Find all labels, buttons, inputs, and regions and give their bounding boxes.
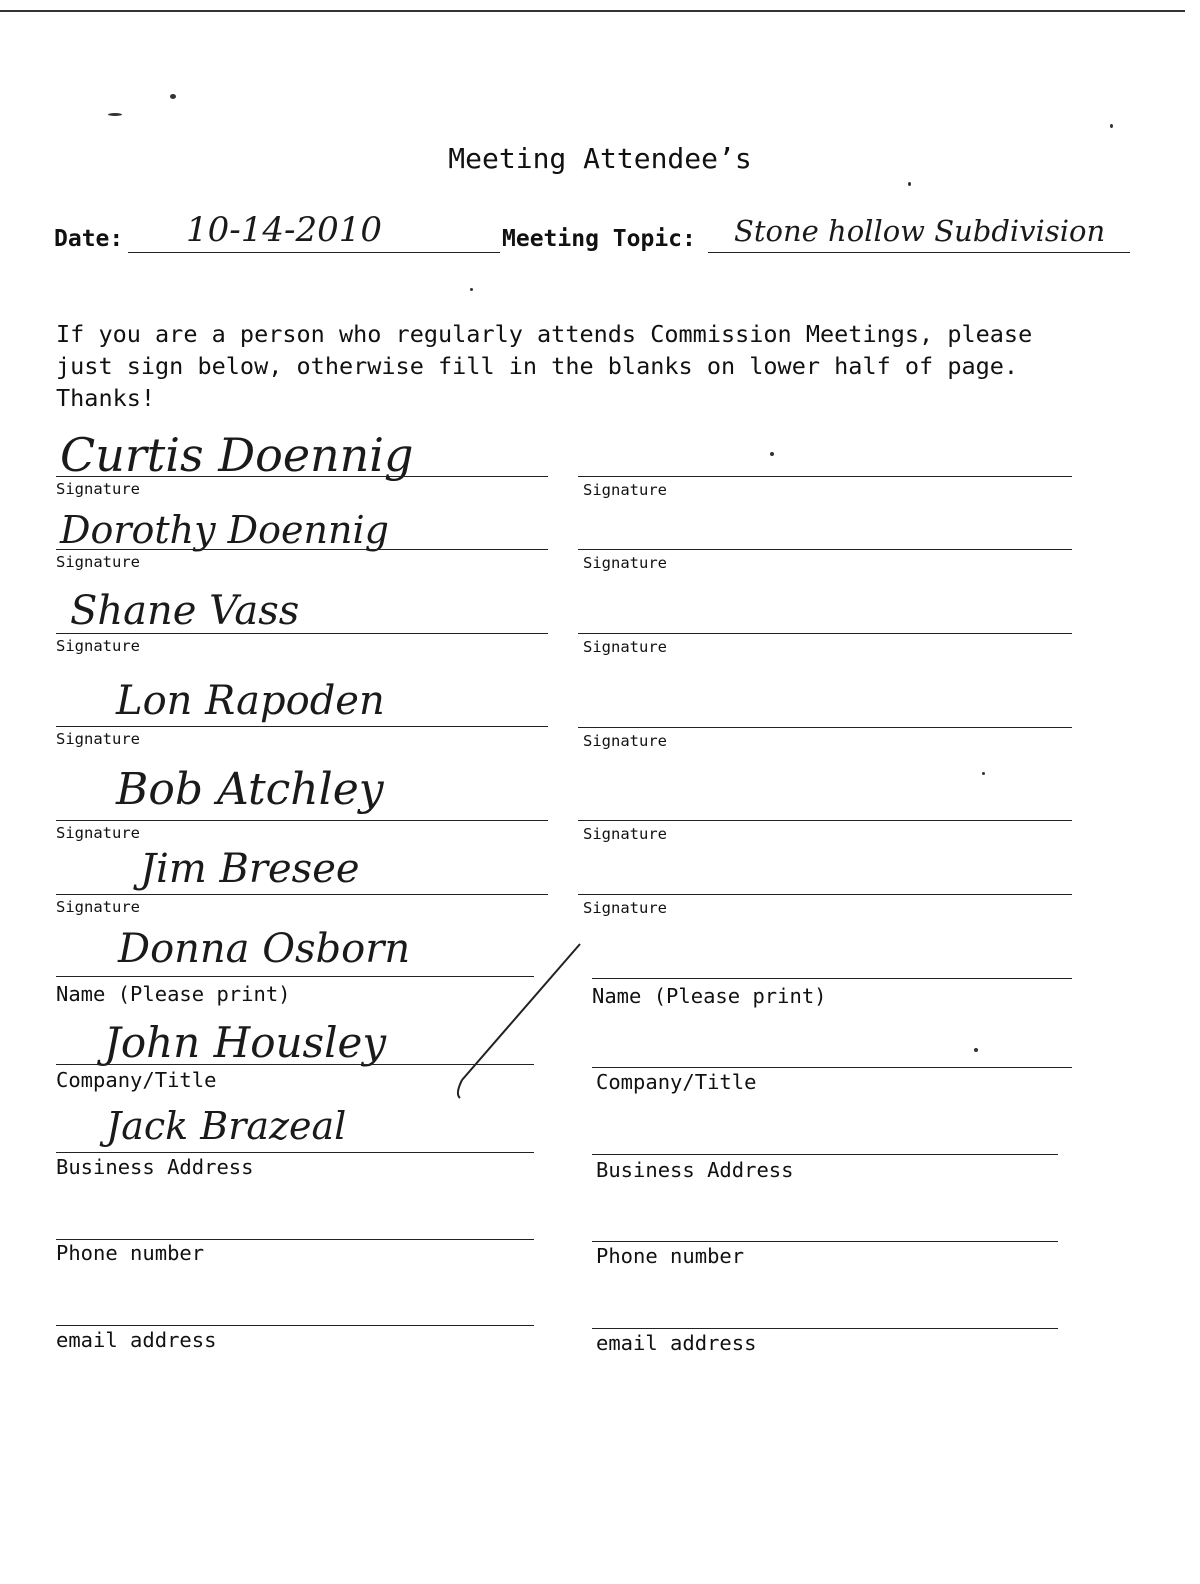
- company-caption: Company/Title: [596, 1070, 757, 1094]
- date-label: Date:: [54, 226, 124, 252]
- name-caption: Name (Please print): [592, 984, 827, 1008]
- intro-line: If you are a person who regularly attends Commission Meetings, please: [56, 320, 1033, 348]
- address-caption: Business Address: [596, 1158, 794, 1182]
- topic-label: Meeting Topic:: [502, 226, 696, 252]
- signature-entry: Curtis Doennig: [60, 428, 414, 482]
- signature-caption: Signature: [56, 553, 140, 571]
- signature-caption: Signature: [56, 898, 140, 916]
- phone-caption: Phone number: [56, 1241, 205, 1265]
- name-caption: Name (Please print): [56, 982, 291, 1006]
- signature-caption: Signature: [56, 480, 140, 498]
- topic-value: Stone hollow Subdivision: [734, 214, 1106, 248]
- intro-line: Thanks!: [56, 384, 156, 412]
- signature-entry: Shane Vass: [70, 588, 300, 634]
- address-entry: Jack Brazeal: [106, 1104, 347, 1148]
- email-caption: email address: [56, 1328, 217, 1352]
- signature-entry: Jim Bresee: [140, 846, 360, 892]
- signature-caption: Signature: [583, 899, 667, 917]
- name-entry: Donna Osborn: [118, 926, 411, 972]
- email-caption: email address: [596, 1331, 757, 1355]
- signature-entry: Lon Rapoden: [116, 678, 385, 724]
- phone-caption: Phone number: [596, 1244, 745, 1268]
- signature-caption: Signature: [56, 637, 140, 655]
- signature-caption: Signature: [56, 730, 140, 748]
- signature-caption: Signature: [583, 554, 667, 572]
- signature-caption: Signature: [583, 825, 667, 843]
- signature-entry: Dorothy Doennig: [60, 508, 389, 552]
- curl-stroke: [458, 1080, 462, 1098]
- date-value: 10-14-2010: [186, 210, 383, 250]
- company-entry: John Housley: [104, 1018, 387, 1067]
- signature-entry: Bob Atchley: [116, 764, 384, 815]
- page-title: Meeting Attendee’s: [448, 142, 752, 175]
- signature-caption: Signature: [583, 638, 667, 656]
- address-caption: Business Address: [56, 1155, 254, 1179]
- intro-line: just sign below, otherwise fill in the blanks on lower half of page.: [56, 352, 1019, 380]
- company-caption: Company/Title: [56, 1068, 217, 1092]
- signature-caption: Signature: [583, 732, 667, 750]
- signature-caption: Signature: [56, 824, 140, 842]
- diagonal-stroke: [462, 944, 580, 1080]
- signature-caption: Signature: [583, 481, 667, 499]
